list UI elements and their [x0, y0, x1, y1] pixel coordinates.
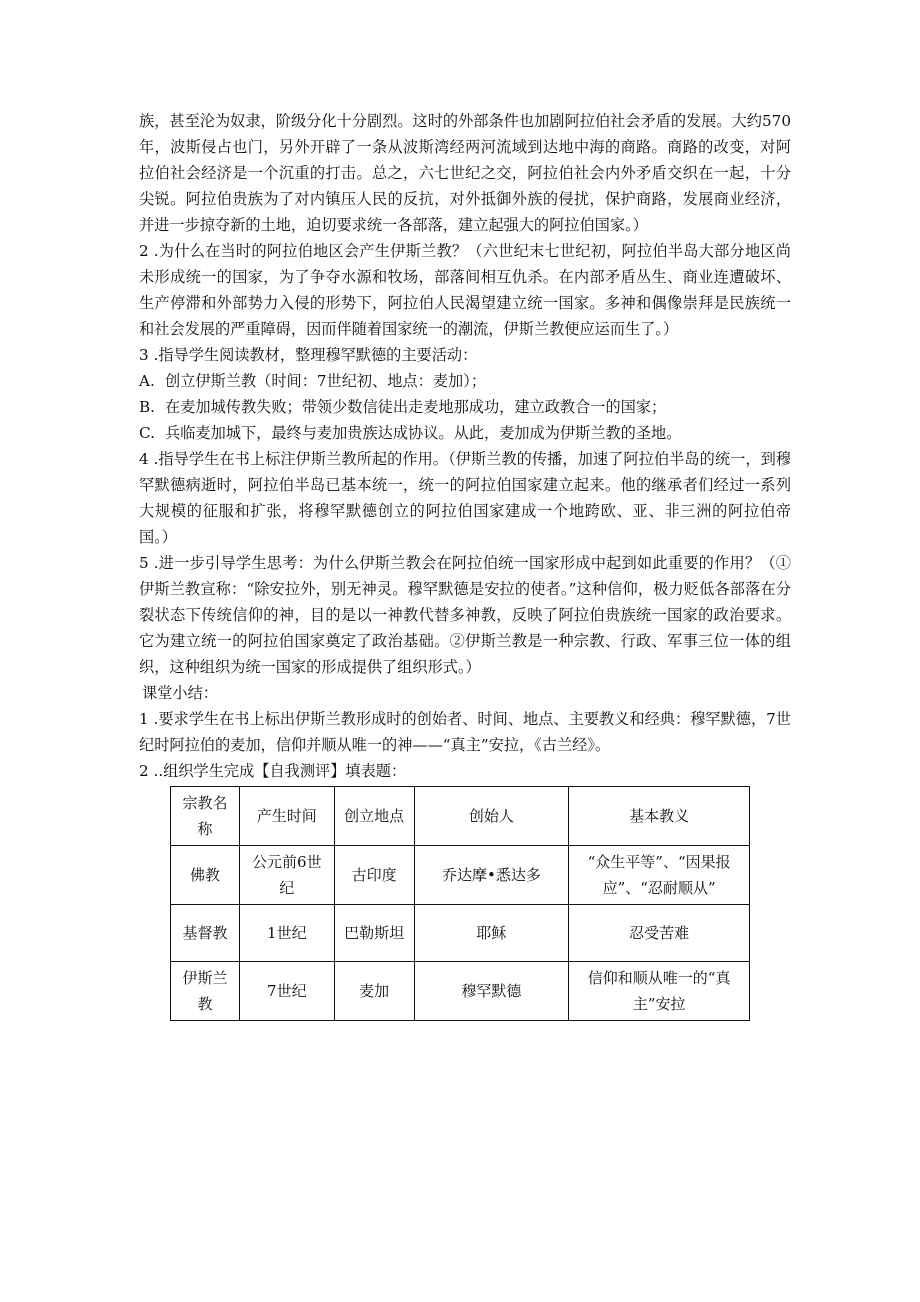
item-text: 创立伊斯兰教（时间：7世纪初、地点：麦加）； [165, 372, 487, 390]
item-marker: A. [139, 372, 155, 390]
header-cell: 宗教名称 [171, 787, 240, 846]
summary-heading: 课堂小结： [142, 684, 218, 702]
header-cell: 创始人 [414, 787, 569, 846]
table-cell: 信仰和顺从唯一的“真主”安拉 [569, 962, 750, 1021]
activity-item-b [139, 394, 791, 420]
table-cell: 麦加 [334, 962, 414, 1021]
question-4: 4 .指导学生在书上标注伊斯兰教所起的作用。（伊斯兰教的传播，加速了阿拉伯半岛的统一，到穆罕默德病逝时，阿拉伯半岛已基本统一，统一的阿拉伯国家建立起来。他的继承者们经过一系列大规模的征服和扩张，将穆罕默德创立的阿拉伯国家建成一个地跨欧、亚、非三洲的阿拉伯帝国。） [139, 450, 791, 546]
question-2: 2 .为什么在当时的阿拉伯地区会产生伊斯兰教？（六世纪末七世纪初，阿拉伯半岛大部分地区尚未形成统一的国家，为了争夺水源和牧场，部落间相互仇杀。在内部矛盾丛生、商业连遭破坏、生产停滞和外部势力入侵的形势下，阿拉伯人民渴望建立统一国家。多神和偶像崇拜是民族统一和社会发展的严重障碍，因而伴随着国家统一的潮流，伊斯兰教便应运而生了。） [139, 242, 791, 338]
document-page [139, 108, 791, 1021]
table-cell: 忍受苦难 [569, 905, 750, 962]
header-cell: 基本教义 [569, 787, 750, 846]
table-row [171, 846, 750, 905]
table-cell: 穆罕默德 [414, 962, 569, 1021]
table-cell: 乔达摩•悉达多 [414, 846, 569, 905]
table-cell: 7世纪 [239, 962, 334, 1021]
table-cell: 巴勒斯坦 [334, 905, 414, 962]
summary-item-2: 2 ..组织学生完成【自我测评】填表题： [139, 762, 407, 780]
header-cell: 创立地点 [334, 787, 414, 846]
question-5: 5 .进一步引导学生思考：为什么伊斯兰教会在阿拉伯统一国家形成中起到如此重要的作用？（①伊斯兰教宣称：“除安拉外，别无神灵。穆罕默德是安拉的使者。”这种信仰，极力贬低各部落在分裂状态下传统信仰的神，目的是以一神教代替多神教，反映了阿拉伯贵族统一国家的政治要求。它为建立统一的阿拉伯国家奠定了政治基础。②伊斯兰教是一种宗教、行政、军事三位一体的组织，这种组织为统一国家的形成提供了组织形式。） [139, 554, 791, 676]
item-text: 在麦加城传教失败；带领少数信徒出走麦地那成功，建立政教合一的国家； [165, 398, 667, 416]
table-cell: 1世纪 [239, 905, 334, 962]
activity-item-c [139, 420, 791, 446]
item-text: 兵临麦加城下，最终与麦加贵族达成协议。从此，麦加成为伊斯兰教的圣地。 [165, 424, 682, 442]
religion-table [170, 786, 750, 1021]
summary-item-1: 1 .要求学生在书上标出伊斯兰教形成时的创始者、时间、地点、主要教义和经典：穆罕默德，7世纪时阿拉伯的麦加，信仰并顺从唯一的神——“真主”安拉，《古兰经》。 [139, 710, 791, 754]
table-cell: 伊斯兰教 [171, 962, 240, 1021]
item-marker: C. [139, 424, 155, 442]
question-3: 3 .指导学生阅读教材，整理穆罕默德的主要活动： [139, 346, 478, 364]
table-cell: 耶稣 [414, 905, 569, 962]
table-cell: “众生平等”、“因果报应”、“忍耐顺从” [569, 846, 750, 905]
table-row [171, 962, 750, 1021]
header-cell: 产生时间 [239, 787, 334, 846]
table-cell: 佛教 [171, 846, 240, 905]
table-cell: 基督教 [171, 905, 240, 962]
item-marker: B. [139, 398, 155, 416]
table-header-row [171, 787, 750, 846]
table-row [171, 905, 750, 962]
activity-item-a [139, 368, 791, 394]
table-cell: 古印度 [334, 846, 414, 905]
table-cell: 公元前6世纪 [239, 846, 334, 905]
intro-paragraph: 族，甚至沦为奴隶，阶级分化十分剧烈。这时的外部条件也加剧阿拉伯社会矛盾的发展。大约570年，波斯侵占也门，另外开辟了一条从波斯湾经两河流域到达地中海的商路。商路的改变，对阿拉伯社会经济是一个沉重的打击。总之，六七世纪之交，阿拉伯社会内外矛盾交织在一起，十分尖锐。阿拉伯贵族为了对内镇压人民的反抗，对外抵御外族的侵扰，保护商路，发展商业经济，并进一步掠夺新的土地，迫切要求统一各部落，建立起强大的阿拉伯国家。） [139, 112, 791, 234]
